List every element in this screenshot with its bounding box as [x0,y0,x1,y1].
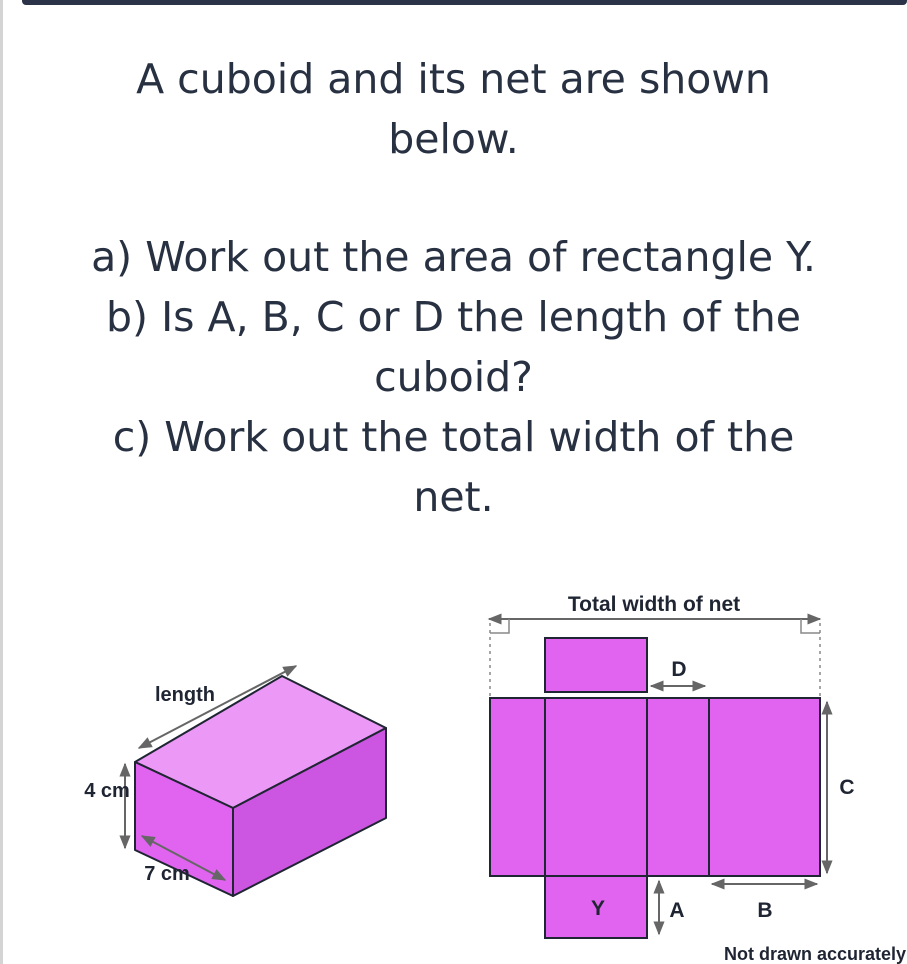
length-label: length [155,684,215,706]
y-label: Y [590,897,606,920]
height-label: 4 cm [84,780,130,802]
net-face-top-flap [545,638,647,692]
question-part-c-line-1: c) Work out the total width of the [112,413,795,461]
question-part-b-line-1: b) Is A, B, C or D the length of the [106,293,801,341]
width-label: 7 cm [144,863,190,885]
net-face-centre [545,698,647,876]
net-face-left [490,698,545,876]
b-label: B [757,899,773,922]
a-label: A [669,899,685,922]
net [489,593,906,964]
question-part-a: a) Work out the area of rectangle Y. [91,233,816,281]
footnote: Not drawn accurately [723,944,907,964]
cuboid [84,666,386,896]
c-label: C [839,776,855,799]
net-face-right-narrow [647,698,709,876]
question-part-b-line-2: cuboid? [374,353,533,401]
total-width-label: Total width of net [567,593,741,616]
right-angle-marker-right [801,619,820,633]
net-face-right-wide [709,698,820,876]
intro-line-1: A cuboid and its net are shown [136,55,771,103]
d-label: D [671,658,687,681]
right-angle-marker-left [490,619,509,633]
intro-line-2: below. [388,115,519,163]
question-part-c-line-2: net. [413,473,494,521]
